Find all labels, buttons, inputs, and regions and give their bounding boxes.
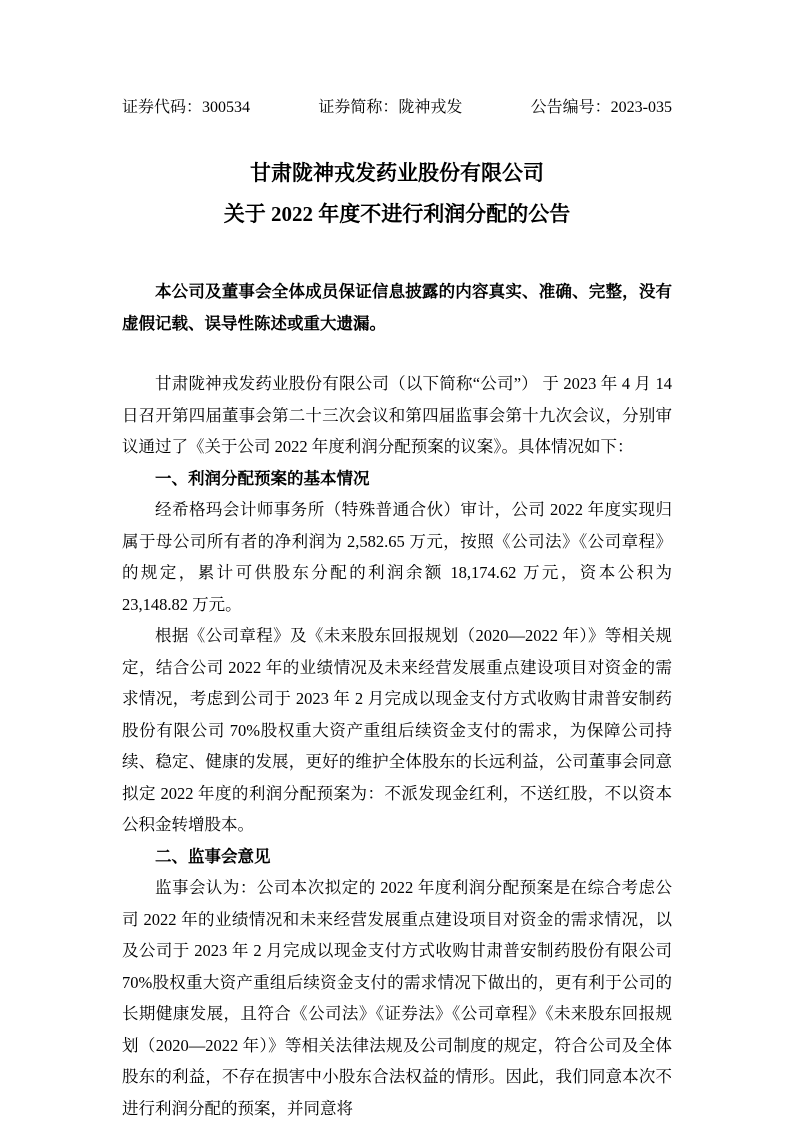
- section1-paragraph2: 根据《公司章程》及《未来股东回报规划（2020—2022 年）》等相关规定，结合公司 2022 年的业绩情况及未来经营发展重点建设项目对资金的需求情况，考虑到公司于 2023 年 2 月完成以现金支付方式收购甘肃普安制药股份有限公司 70%股权重大资产重组后续资金支付的需求，为保障公司持续、稳定、健康的发展，更好的维护全体股东的长远利益，公司董事会同意拟定 2022 年度的利润分配预案为：不派发现金红利，不送红股，不以资本公积金转增股本。: [122, 626, 672, 834]
- announcement-number: 公告编号：2023-035: [530, 99, 672, 116]
- section2-paragraph1: 监事会认为：公司本次拟定的 2022 年度利润分配预案是在综合考虑公司 2022 年的业绩情况和未来经营发展重点建设项目对资金的需求情况，以及公司于 2023 年 2 月完成以现金支付方式收购甘肃普安制药股份有限公司 70%股权重大资产重组后续资金支付的需求情况下做出的，更有利于公司的长期健康发展，且符合《公司法》《证券法》《公司章程》《未来股东回报规划（2020—2022 年）》等相关法律法规及公司制度的规定，符合公司及全体股东的利益，不存在损害中小股东合法权益的情形。因此，我们同意本次不进行利润分配的预案，并同意将: [122, 878, 672, 1118]
- section2-heading: 二、监事会意见: [155, 846, 271, 866]
- intro-paragraph: 甘肃陇神戎发药业股份有限公司（以下简称“公司”） 于 2023 年 4 月 14 日召开第四届董事会第二十三次会议和第四届监事会第十九次会议，分别审议通过了《关于公司 2022 年度利润分配预案的议案》。具体情况如下：: [122, 374, 672, 456]
- document-header: [122, 97, 672, 119]
- section1-paragraph1: 经希格玛会计师事务所（特殊普通合伙）审计，公司 2022 年度实现归属于母公司所有者的净利润为 2,582.65 万元，按照《公司法》《公司章程》的规定，累计可供股东分配的利润余额 18,174.62 万元，资本公积为 23,148.82 万元。: [122, 500, 672, 614]
- announcement-title: 关于 2022 年度不进行利润分配的公告: [223, 202, 571, 226]
- stock-code: 证券代码：300534: [122, 99, 251, 116]
- company-name-title: 甘肃陇神戎发药业股份有限公司: [250, 161, 544, 185]
- stock-name: 证券简称：陇神戎发: [318, 99, 463, 116]
- section1-heading: 一、利润分配预案的基本情况: [155, 468, 370, 488]
- disclaimer-statement: 本公司及董事会全体成员保证信息披露的内容真实、准确、完整，没有虚假记载、误导性陈述或重大遗漏。: [122, 282, 672, 333]
